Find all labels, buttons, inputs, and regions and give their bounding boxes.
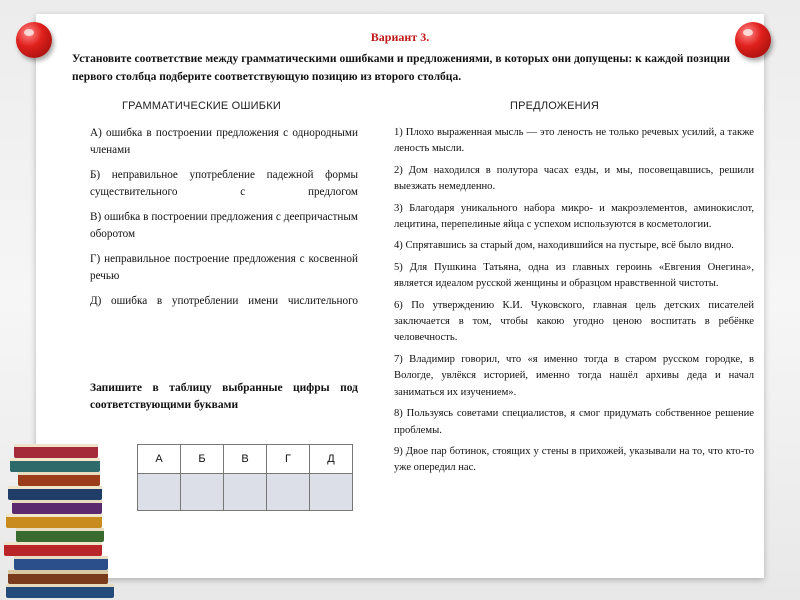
sentence-item-8: 8) Пользуясь советами специалистов, я смог придумать собственное решение проблемы. xyxy=(394,408,754,436)
sentence-item-6: 6) По утверждению К.И. Чуковского, главная цель детских писателей заключается в том, чтобы какою угодно ценою воспитать в ребёнке человечность. xyxy=(394,299,754,344)
answer-header-d: Д xyxy=(310,445,353,474)
column-header-errors: ГРАММАТИЧЕСКИЕ ОШИБКИ xyxy=(122,100,281,112)
column-header-sentences: ПРЕДЛОЖЕНИЯ xyxy=(510,100,600,112)
write-instruction: Запишите в таблицу выбранные цифры под соответствующими буквами xyxy=(90,382,358,411)
sentence-item-3: 3) Благодаря уникального набора микро- и макроэлементов, аминокислот, лецитина, перепелиные яйца с успехом используются в косметологии. xyxy=(394,202,754,231)
answer-cell-a[interactable] xyxy=(138,474,181,511)
answer-header-g: Г xyxy=(267,445,310,474)
answer-cell-v[interactable] xyxy=(224,474,267,511)
answer-cell-d[interactable] xyxy=(310,474,353,511)
sentence-item-2: 2) Дом находился в полутора часах езды, и мы, посовещавшись, решили выезжать немедленно. xyxy=(394,164,754,193)
variant-title: Вариант 3. xyxy=(370,30,430,44)
answer-cell-b[interactable] xyxy=(181,474,224,511)
error-item-a: А) ошибка в построении предложения с однородными членами xyxy=(90,127,358,156)
error-item-d: Д) ошибка в употреблении имени числительного xyxy=(90,295,358,307)
sentence-item-7: 7) Владимир говорил, что «я именно тогда в старом русском городке, в Вологде, увлёкся историей, именно тогда нашёл архивы деда и начал заниматься их изучением». xyxy=(394,353,754,398)
books-stack-icon xyxy=(0,420,130,600)
answer-header-b: Б xyxy=(181,445,224,474)
answer-header-a: А xyxy=(138,445,181,474)
sentence-item-1: 1) Плохо выраженная мысль — это леность не только речевых усилий, а также леность мысли. xyxy=(394,127,754,155)
answer-cell-g[interactable] xyxy=(267,474,310,511)
task-text: Установите соответствие между грамматическими ошибками и предложениями, в которых они допущены: к каждой позиции первого столбца подберите соответствующую позицию из второго столбца. xyxy=(72,53,730,83)
error-item-b: Б) неправильное употребление падежной формы существительного с предлогом xyxy=(90,169,358,198)
sentence-item-4: 4) Спрятавшись за старый дом, находившийся на пустыре, всё было видно. xyxy=(394,240,734,252)
sentence-item-5: 5) Для Пушкина Татьяна, одна из главных героинь «Евгения Онегина», является идеалом русской женщины и образцом нравственной чистоты. xyxy=(394,261,754,290)
answer-header-v: В xyxy=(224,445,267,474)
sentence-item-9: 9) Двое пар ботинок, стоящих у стены в прихожей, указывали на то, что кто-то уже опередил нас. xyxy=(394,445,754,474)
answer-table xyxy=(137,444,353,511)
sentences-list xyxy=(394,125,754,482)
error-item-v: В) ошибка в построении предложения с деепричастным оборотом xyxy=(90,211,358,240)
errors-list xyxy=(90,125,358,318)
error-item-g: Г) неправильное построение предложения с косвенной речью xyxy=(90,253,358,282)
